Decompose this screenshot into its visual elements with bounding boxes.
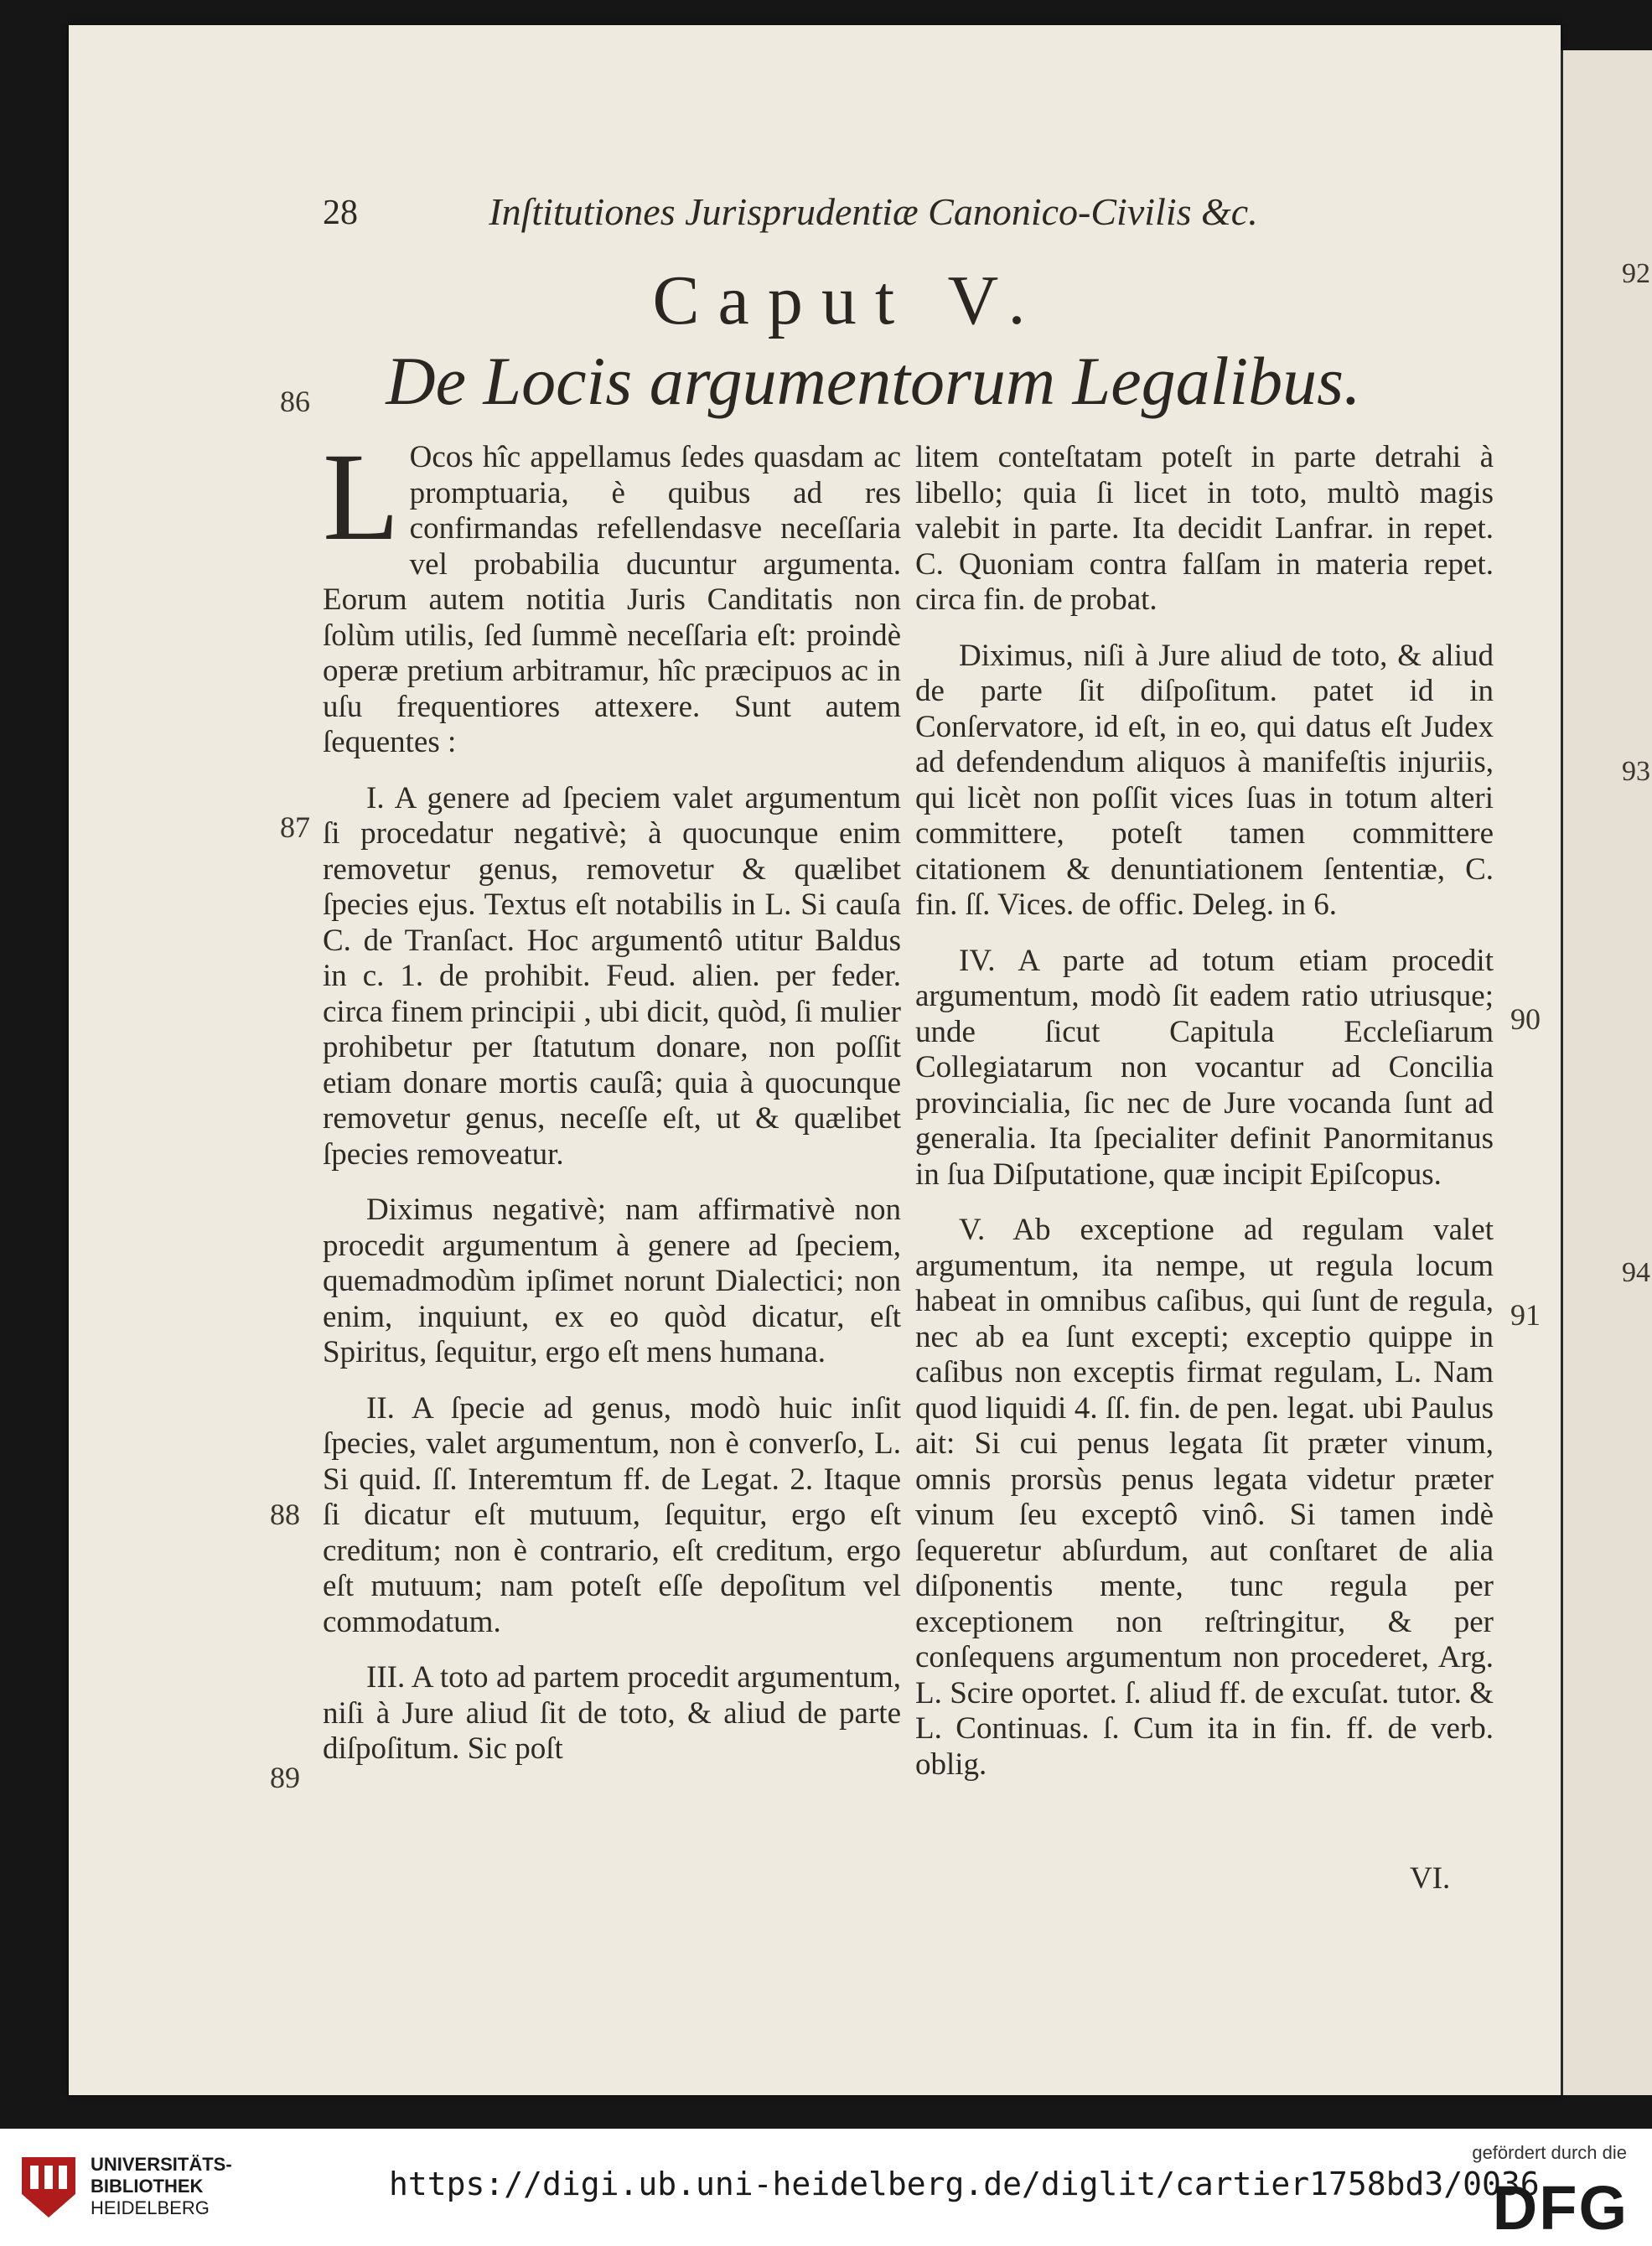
edge-number: 93	[1622, 756, 1650, 787]
running-head: Inſtitutiones Jurisprudentiæ Canonico-Civilis &c.	[489, 190, 1258, 233]
margin-number: 89	[270, 1761, 300, 1794]
book-page	[69, 25, 1561, 2095]
edge-number: 94	[1622, 1257, 1650, 1288]
paragraph: L Ocos hîc appellamus ſedes quasdam ac promptuaria, è quibus ad res confirmandas refellendasve neceſſaria vel probabilia ducuntur argumenta. Eorum autem notitia Juris Canditatis non ſolùm utilis, ſed ſummè neceſſaria eſt: proindè operæ pretium arbitramur, hîc præcipuos ac in uſu frequentiores attexere. Sunt autem ſequentes :	[323, 427, 901, 759]
right-column	[915, 440, 1494, 1803]
edge-number: 92	[1622, 258, 1650, 289]
margin-number: 90	[1510, 1002, 1541, 1036]
paragraph: I. A genere ad ſpeciem valet argumentum ſi procedatur negativè; à quocunque enim removetur genus, removetur & quælibet ſpecies ejus. Textus eſt notabilis in L. Si cauſa C. de Tranſact. Hoc argumentô utitur Baldus in c. 1. de prohibit. Feud. alien. per feder. circa finem principii , ubi dicit, quòd, ſi mulier prohibetur per ſtatutum donare, non poſſit etiam donare mortis cauſâ; quia à quocunque removetur genus, neceſſe eſt, ut & quælibet ſpecies removeatur.	[323, 780, 901, 1172]
catchword: VI.	[1410, 1861, 1451, 1896]
next-page-edge	[1561, 50, 1652, 2095]
funded-by-label: gefördert durch die	[1472, 2142, 1627, 2163]
library-name: UNIVERSITÄTS- BIBLIOTHEK HEIDELBERG	[91, 2154, 232, 2218]
margin-number: 86	[280, 385, 310, 418]
chapter-title: Caput V.	[652, 261, 1044, 339]
viewer-footer	[0, 2129, 1652, 2246]
margin-number: 88	[270, 1498, 300, 1531]
paragraph: Diximus negativè; nam affirmativè non procedit argumentum à genere ad ſpeciem, quemadmodùm ipſimet norunt Dialectici; non enim, inquiunt, ex eo quòd dicatur, eſt Spiritus, ſequitur, ergo eſt mens humana.	[323, 1193, 901, 1369]
paragraph: III. A toto ad partem procedit argumentum, niſi à Jure aliud ſit de toto, & aliud de parte diſpoſitum. Sic poſt	[323, 1660, 901, 1766]
margin-number: 91	[1510, 1298, 1541, 1332]
paragraph: II. A ſpecie ad genus, modò huic inſit ſpecies, valet argumentum, non è converſo, L. Si quid. ſſ. Interemtum ff. de Legat. 2. Itaque ſi dicatur eſt mutuum, ſequitur, ergo eſt creditum; non è contrario, eſt creditum, ergo eſt mutuum; nam poteſt eſſe depoſitum vel commodatum.	[323, 1390, 901, 1639]
dfg-logo: DFG	[1492, 2173, 1629, 2243]
paragraph: V. Ab exceptione ad regulam valet argumentum, ita nempe, ut regula locum habeat in omnibus caſibus, qui ſunt de regula, nec ab ea ſunt excepti; exceptio quippe in caſibus non exceptis firmat regulam, L. Nam quod liquidi 4. ſſ. fin. de pen. legat. ubi Paulus ait: Si cui penus legata ſit præter vinum, omnis prorsùs penus legata videtur præter vinum ſeu exceptô vinô. Si tamen indè ſequeretur abſurdum, aut conſtaret de alia diſponentis mente, tunc regula per exceptionem non reſtringitur, & per conſequens argumentum non procederet, Arg. L. Scire oportet. ſ. aliud ff. de excuſat. tutor. & L. Continuas. ſ. Cum ita in fin. ff. de verb. oblig.	[915, 1213, 1494, 1782]
page-number: 28	[323, 194, 358, 232]
paragraph: IV. A parte ad totum etiam procedit argumentum, modò ſit eadem ratio utriusque; unde ſicut Capitula Eccleſiarum Collegiatarum non vocantur ad Concilia provincialia, ſic nec de Jure vocanda ſunt ad generalia. Ita ſpecialiter definit Panormitanus in ſua Diſputatione, quæ incipit Epiſcopus.	[915, 943, 1494, 1192]
page-url-link[interactable]: https://digi.ub.uni-heidelberg.de/diglit/cartier1758bd3/0036	[389, 2166, 1540, 2202]
drop-cap: L	[323, 427, 400, 567]
paragraph: litem conteſtatam poteſt in parte detrahi à libello; quia ſi licet in toto, multò magis valebit in parte. Ita decidit Lanfrar. in repet. C. Quoniam contra falſam in materia repet. circa fin. de probat.	[915, 440, 1494, 617]
university-seal-icon	[15, 2152, 82, 2221]
margin-number: 87	[280, 810, 310, 844]
chapter-subtitle: De Locis argumentorum Legalibus.	[386, 343, 1361, 419]
left-column	[323, 427, 901, 1788]
paragraph: Diximus, niſi à Jure aliud de toto, & aliud de parte ſit diſpoſitum. patet id in Conſervatore, id eſt, in eo, qui datus eſt Judex ad defendendum aliquos à manifeſtis injuriis, qui licèt non poſſit vices ſuas in totum alteri committere, poteſt tamen committere citationem & denuntiationem ſententiæ, C. fin. ſſ. Vices. de offic. Deleg. in 6.	[915, 638, 1494, 922]
